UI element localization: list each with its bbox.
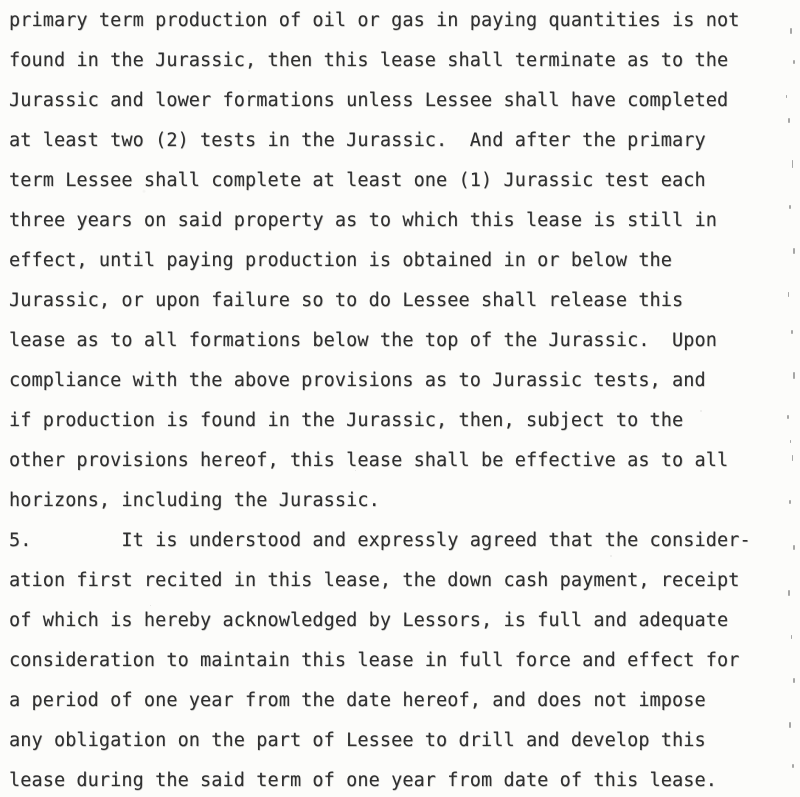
text-line: three years on said property as to which this lease is still in	[9, 210, 717, 231]
scan-artifact-mark	[792, 764, 794, 768]
text-line: at least two (2) tests in the Jurassic. And after the primary	[9, 130, 706, 151]
scan-speckle	[96, 175, 97, 176]
scan-artifact-mark	[789, 722, 791, 728]
text-line: any obligation on the part of Lessee to drill and develop this	[9, 730, 706, 751]
scan-speckle	[450, 700, 451, 701]
scan-artifact-mark	[788, 118, 790, 123]
scan-speckle	[610, 555, 612, 557]
scan-speckle	[588, 330, 590, 332]
scan-speckle	[312, 135, 314, 137]
scan-speckle	[120, 52, 122, 54]
scan-speckle	[260, 745, 262, 747]
text-line: found in the Jurassic, then this lease shall terminate as to the	[9, 50, 729, 71]
scan-artifact-mark	[793, 678, 795, 683]
text-line: ation first recited in this lease, the down cash payment, receipt	[9, 570, 740, 591]
scan-artifact-mark	[790, 440, 791, 443]
scan-artifact-mark	[792, 160, 793, 168]
scan-artifact-mark	[789, 205, 791, 209]
scan-artifact-mark	[791, 330, 793, 334]
scan-speckle	[248, 90, 250, 92]
text-line: effect, until paying production is obtained in or below the	[9, 250, 673, 271]
text-line: 5. It is understood and expressly agreed that the consider-	[9, 530, 751, 551]
text-line: other provisions hereof, this lease shall be effective as to all	[9, 450, 729, 471]
scan-artifact-mark	[792, 455, 793, 461]
text-line: of which is hereby acknowledged by Lessors, is full and adequate	[9, 610, 729, 631]
scan-artifact-mark	[790, 28, 792, 34]
text-line: lease as to all formations below the top of the Jurassic. Upon	[9, 330, 717, 351]
scan-artifact-mark	[787, 415, 789, 419]
scan-speckle	[424, 252, 425, 253]
text-line: consideration to maintain this lease in full force and effect for	[9, 650, 740, 671]
text-line: primary term production of oil or gas in paying quantities is not	[9, 10, 740, 31]
text-line: lease during the said term of one year from date of this lease.	[9, 770, 717, 791]
text-line: compliance with the above provisions as to Jurassic tests, and	[9, 370, 706, 391]
scan-artifact-mark	[793, 372, 795, 379]
scan-artifact-mark	[786, 95, 787, 98]
scan-speckle	[205, 370, 206, 371]
scan-artifact-mark	[793, 60, 795, 64]
scan-artifact-mark	[789, 500, 791, 504]
text-line: if production is found in the Jurassic, then, subject to the	[9, 410, 684, 431]
scan-speckle	[530, 14, 532, 16]
text-line: Jurassic and lower formations unless Lessee shall have completed	[9, 90, 729, 111]
scan-artifact-mark	[791, 635, 792, 639]
text-line: a period of one year from the date hereof, and does not impose	[9, 690, 706, 711]
document-text	[9, 1, 800, 797]
scan-speckle	[80, 650, 81, 651]
scan-speckle	[150, 605, 151, 606]
scan-speckle	[355, 470, 356, 471]
text-line: horizons, including the Jurassic.	[9, 490, 380, 511]
scan-artifact-mark	[793, 248, 795, 254]
text-line: Jurassic, or upon failure so to do Lessee shall release this	[9, 290, 684, 311]
scan-artifact-mark	[793, 545, 795, 550]
scan-speckle	[700, 410, 702, 412]
scan-artifact-mark	[788, 590, 790, 596]
scan-artifact-mark	[788, 292, 789, 297]
text-line: term Lessee shall complete at least one (1) Jurassic test each	[9, 170, 706, 191]
